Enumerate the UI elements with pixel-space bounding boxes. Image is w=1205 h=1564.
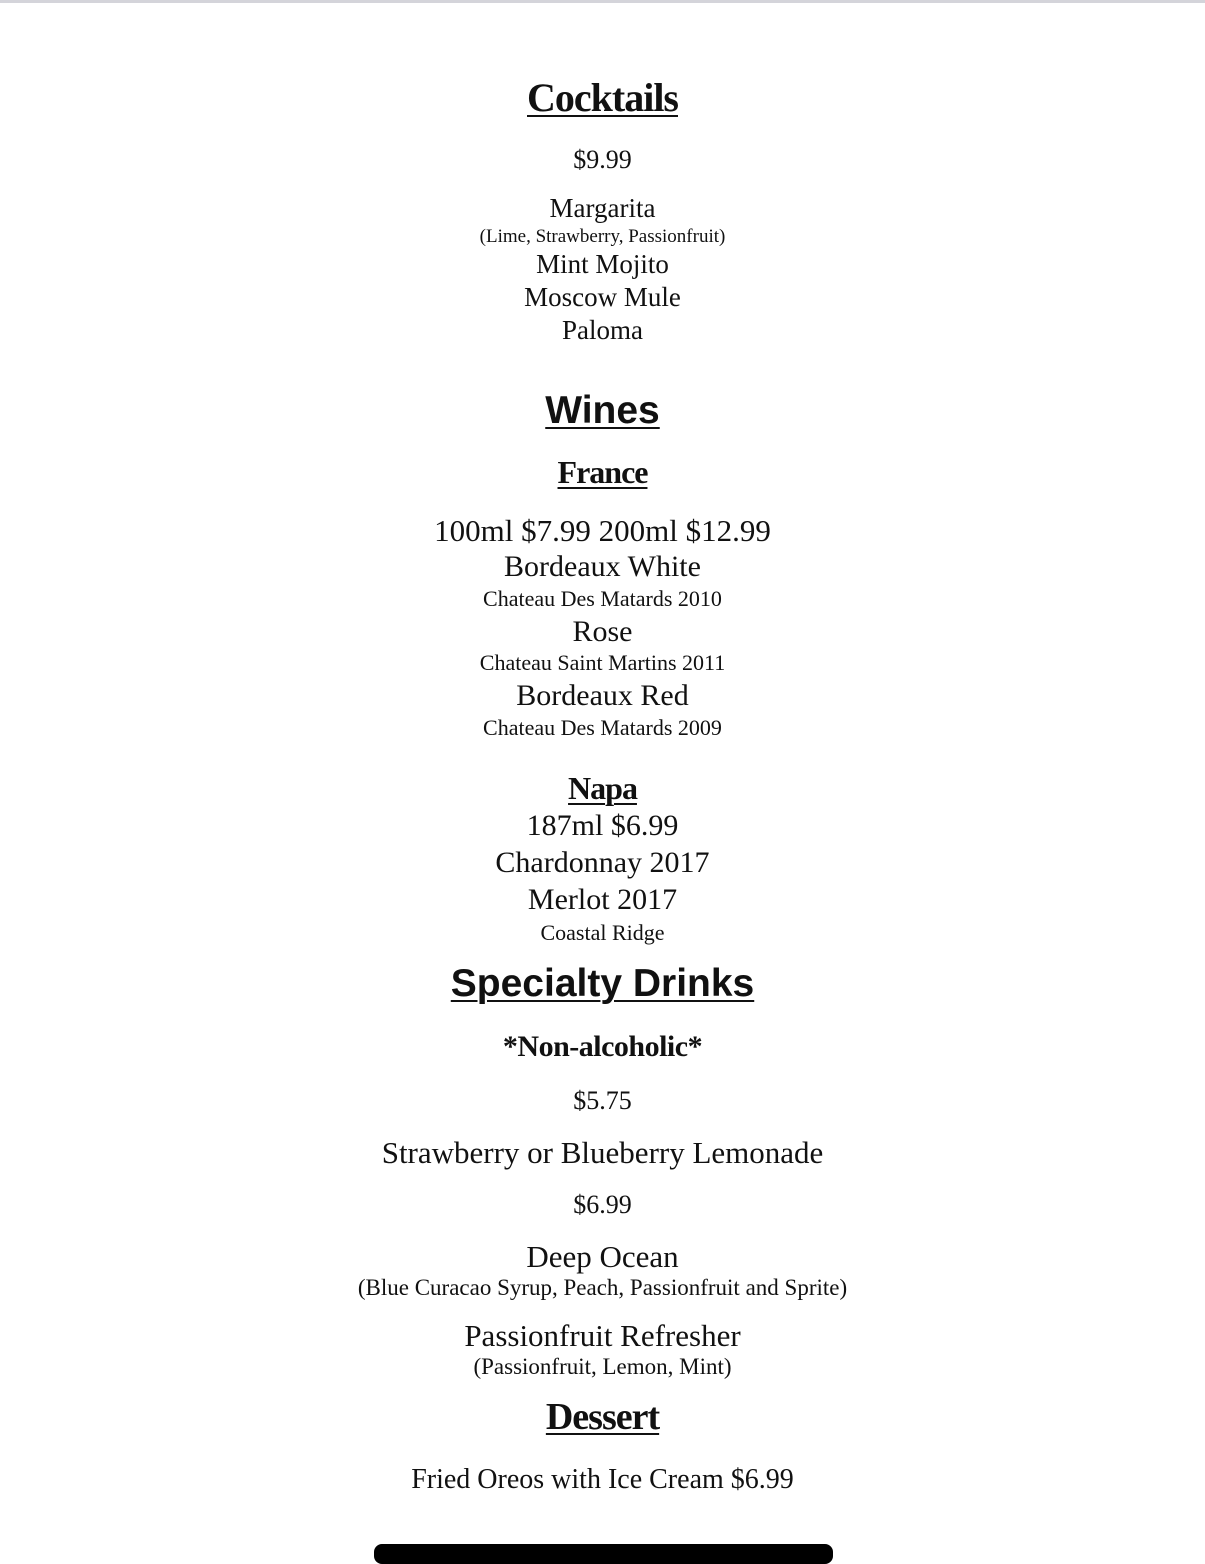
cocktail-name: Mint Mojito	[536, 249, 669, 279]
wine-name: Bordeaux White	[504, 550, 701, 583]
wine-note: Chateau Des Matards 2010	[483, 586, 722, 611]
home-indicator[interactable]	[374, 1544, 833, 1564]
wine-name: Rose	[572, 615, 633, 648]
specialty-price: $6.99	[573, 1190, 632, 1219]
specialty-price: $5.75	[573, 1086, 632, 1115]
cocktail-name: Moscow Mule	[524, 282, 681, 312]
drink-name: Passionfruit Refresher	[464, 1318, 741, 1353]
wine-note: Chateau Des Matards 2009	[483, 715, 722, 740]
wine-name: Bordeaux Red	[516, 679, 689, 712]
cocktails-price: $9.99	[573, 145, 632, 174]
france-heading: France	[557, 454, 648, 490]
specialty-heading: Specialty Drinks	[450, 962, 755, 1005]
wine-name: Chardonnay 2017	[495, 846, 710, 879]
drink-name: Strawberry or Blueberry Lemonade	[381, 1135, 824, 1170]
cocktail-name: Paloma	[562, 315, 643, 345]
dessert-item: Fried Oreos with Ice Cream $6.99	[411, 1464, 794, 1495]
cocktail-note: (Lime, Strawberry, Passionfruit)	[479, 226, 726, 247]
drink-name: Deep Ocean	[526, 1239, 679, 1274]
wine-name: Merlot 2017	[527, 883, 678, 916]
wines-heading: Wines	[545, 389, 660, 432]
napa-price: 187ml $6.99	[526, 809, 679, 842]
wine-note: Chateau Saint Martins 2011	[479, 650, 726, 675]
wine-note: Coastal Ridge	[540, 920, 665, 945]
drink-note: (Passionfruit, Lemon, Mint)	[473, 1354, 732, 1379]
top-border	[0, 0, 1205, 3]
france-price: 100ml $7.99 200ml $12.99	[434, 513, 771, 548]
cocktail-name: Margarita	[549, 193, 656, 223]
cocktails-heading: Cocktails	[527, 75, 678, 120]
dessert-heading: Dessert	[545, 1396, 660, 1438]
non-alcoholic-label: *Non-alcoholic*	[502, 1030, 703, 1063]
drink-note: (Blue Curacao Syrup, Peach, Passionfruit and Sprite)	[357, 1275, 848, 1300]
napa-heading: Napa	[568, 770, 637, 806]
